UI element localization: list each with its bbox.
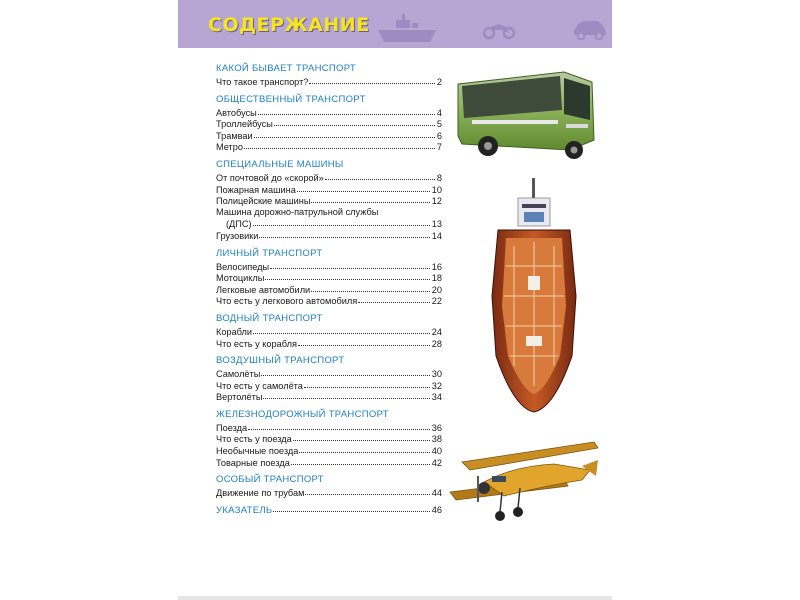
toc-page-number: 10	[431, 184, 442, 195]
toc-entry[interactable]	[216, 487, 442, 499]
toc-entry-label: Что есть у поезда	[216, 434, 292, 445]
toc-page-number: 12	[431, 196, 442, 207]
toc-leader-dots	[311, 194, 429, 203]
toc-entry-label: Что есть у корабля	[216, 338, 297, 349]
toc-entry-label: Что такое транспорт?	[216, 77, 309, 87]
toc-page-number: 30	[431, 369, 442, 380]
toc-section	[216, 354, 442, 403]
toc-leader-dots	[259, 229, 429, 238]
toc-leader-dots	[258, 106, 435, 115]
table-of-contents	[216, 62, 442, 520]
toc-index-entry[interactable]	[216, 504, 442, 516]
toc-page-number: 6	[436, 130, 442, 141]
toc-entry-label: Вертолёты	[216, 392, 263, 403]
toc-leader-dots	[299, 444, 429, 453]
toc-page-number: 8	[436, 172, 442, 183]
toc-section	[216, 473, 442, 499]
motorcycle-icon	[482, 18, 516, 40]
toc-page-number: 42	[431, 457, 442, 468]
bus-illustration	[452, 62, 600, 162]
toc-entry-label: Необычные поезда	[216, 446, 299, 457]
toc-section-title: СПЕЦИАЛЬНЫЕ МАШИНЫ	[216, 158, 344, 170]
toc-entry-label: Легковые автомобили	[216, 284, 311, 295]
toc-page-number: 44	[431, 488, 442, 499]
toc-section	[216, 93, 442, 153]
toc-entry[interactable]	[216, 76, 442, 88]
toc-section-title: ОБЩЕСТВЕННЫЙ ТРАНСПОРТ	[216, 93, 366, 105]
toc-section	[216, 408, 442, 468]
toc-page-number: 5	[436, 119, 442, 130]
toc-page-number: 36	[431, 422, 442, 433]
toc-leader-dots	[248, 421, 430, 430]
toc-section-title: ЖЕЛЕЗНОДОРОЖНЫЙ ТРАНСПОРТ	[216, 408, 389, 420]
toc-entry-label: Пожарная машина	[216, 184, 296, 195]
toc-page-number: 22	[431, 296, 442, 307]
toc-leader-dots	[309, 75, 434, 84]
toc-leader-dots	[298, 337, 430, 346]
toc-section	[216, 247, 442, 307]
toc-page-number: 34	[431, 392, 442, 403]
toc-leader-dots	[253, 217, 430, 226]
toc-section	[216, 62, 442, 88]
toc-page-number: 13	[431, 219, 442, 230]
toc-page-number: 28	[431, 338, 442, 349]
toc-entry[interactable]	[216, 391, 442, 403]
toc-entry-label: Товарные поезда	[216, 457, 290, 468]
toc-page-number: 14	[431, 230, 442, 241]
toc-leader-dots	[265, 271, 429, 280]
toc-leader-dots	[270, 260, 430, 269]
toc-entry-label: УКАЗАТЕЛЬ	[216, 504, 273, 516]
toc-entry-label: (ДПС)	[226, 219, 252, 230]
toc-entry-label: Автобусы	[216, 107, 257, 118]
toc-leader-dots	[297, 183, 430, 192]
toc-entry[interactable]	[216, 457, 442, 469]
toc-entry-label: Машина дорожно-патрульной службы	[216, 206, 379, 217]
toc-leader-dots	[305, 486, 429, 495]
toc-page-number: 32	[431, 380, 442, 391]
toc-leader-dots	[263, 390, 429, 399]
toc-entry-label: Трамваи	[216, 130, 253, 141]
toc-entry[interactable]	[216, 295, 442, 307]
toc-section-title: ОСОБЫЙ ТРАНСПОРТ	[216, 474, 324, 486]
toc-leader-dots	[253, 325, 430, 334]
car-icon	[572, 18, 608, 40]
toc-leader-dots	[273, 503, 429, 512]
toc-page-number: 46	[431, 504, 442, 515]
toc-entry-label: Движение по трубам	[216, 488, 305, 499]
toc-leader-dots	[293, 432, 430, 441]
page-bottom-edge	[178, 596, 612, 600]
toc-entry-label: Корабли	[216, 326, 253, 337]
ship-silhouette-icon	[376, 10, 438, 46]
toc-leader-dots	[274, 117, 435, 126]
toc-entry-label: Поезда	[216, 422, 248, 433]
toc-entry-label: Метро	[216, 142, 243, 153]
toc-entry-label: Полицейские машины	[216, 196, 311, 207]
toc-section	[216, 504, 442, 516]
toc-entry-label: Самолёты	[216, 369, 261, 380]
toc-entry[interactable]	[216, 141, 442, 153]
toc-section-title: ЛИЧНЫЙ ТРАНСПОРТ	[216, 247, 323, 259]
toc-leader-dots	[244, 140, 435, 149]
toc-section	[216, 312, 442, 349]
toc-entry-label: Мотоциклы	[216, 273, 265, 284]
toc-entry-label: Велосипеды	[216, 261, 270, 272]
toc-section-title: ВОДНЫЙ ТРАНСПОРТ	[216, 312, 323, 324]
toc-entry[interactable]	[216, 195, 442, 207]
toc-page-number: 18	[431, 273, 442, 284]
toc-leader-dots	[325, 171, 435, 180]
toc-page-number: 16	[431, 261, 442, 272]
toc-leader-dots	[311, 283, 430, 292]
tanker-ship-illustration	[484, 176, 584, 416]
toc-entry-label: Что есть у самолёта	[216, 380, 303, 391]
toc-page-number: 4	[436, 107, 442, 118]
toc-entry[interactable]	[216, 338, 442, 350]
toc-page-number: 40	[431, 446, 442, 457]
toc-page-number: 7	[436, 142, 442, 153]
toc-page-number: 20	[431, 284, 442, 295]
toc-entry-label: Троллейбусы	[216, 119, 273, 130]
toc-page-number: 2	[436, 77, 442, 87]
toc-leader-dots	[261, 367, 429, 376]
toc-page-number: 24	[431, 326, 442, 337]
toc-entry[interactable]	[216, 230, 442, 242]
toc-leader-dots	[304, 379, 430, 388]
toc-section-title: ВОЗДУШНЫЙ ТРАНСПОРТ	[216, 355, 345, 367]
toc-section	[216, 158, 442, 242]
toc-leader-dots	[358, 294, 430, 303]
toc-leader-dots	[254, 129, 435, 138]
page-title: СОДЕРЖАНИЕ	[208, 14, 370, 36]
toc-entry-label: От почтовой до «скорой»	[216, 172, 324, 183]
biplane-illustration	[444, 436, 602, 526]
toc-page-number: 38	[431, 434, 442, 445]
toc-entry-label: Грузовики	[216, 230, 259, 241]
toc-leader-dots	[291, 456, 430, 465]
toc-entry-label: Что есть у легкового автомобиля	[216, 296, 358, 307]
toc-section-title: КАКОЙ БЫВАЕТ ТРАНСПОРТ	[216, 63, 357, 74]
